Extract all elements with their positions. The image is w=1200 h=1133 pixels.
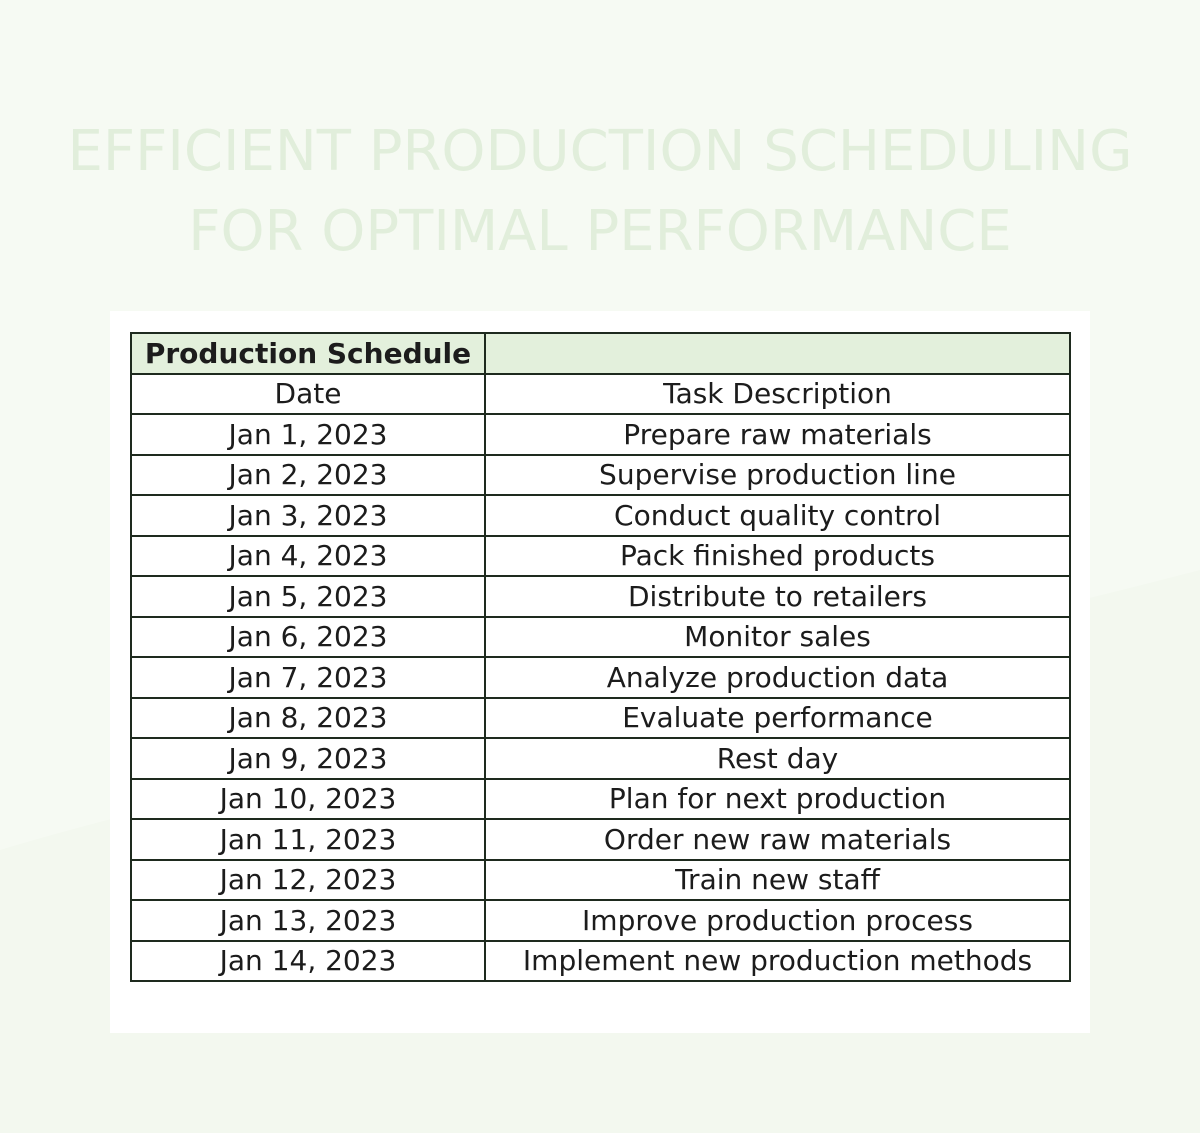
date-cell: Jan 14, 2023 (131, 941, 485, 982)
table-row (131, 617, 1070, 658)
table-row (131, 860, 1070, 901)
table-row (131, 536, 1070, 577)
table-row (131, 657, 1070, 698)
production-schedule-table (130, 332, 1071, 982)
table-header-row (131, 374, 1070, 415)
table-row (131, 819, 1070, 860)
table-row (131, 495, 1070, 536)
task-cell: Prepare raw materials (485, 414, 1070, 455)
task-cell: Plan for next production (485, 779, 1070, 820)
date-cell: Jan 11, 2023 (131, 819, 485, 860)
table-title-cell: Production Schedule (131, 333, 485, 374)
task-cell: Supervise production line (485, 455, 1070, 496)
table-row (131, 698, 1070, 739)
date-cell: Jan 6, 2023 (131, 617, 485, 658)
date-cell: Jan 2, 2023 (131, 455, 485, 496)
task-cell: Order new raw materials (485, 819, 1070, 860)
task-cell: Improve production process (485, 900, 1070, 941)
table-row (131, 900, 1070, 941)
date-cell: Jan 9, 2023 (131, 738, 485, 779)
date-cell: Jan 1, 2023 (131, 414, 485, 455)
table-row (131, 576, 1070, 617)
table-row (131, 738, 1070, 779)
date-cell: Jan 10, 2023 (131, 779, 485, 820)
table-row (131, 455, 1070, 496)
page-title-line-1: EFFICIENT PRODUCTION SCHEDULING (67, 119, 1133, 184)
task-cell: Distribute to retailers (485, 576, 1070, 617)
task-cell: Rest day (485, 738, 1070, 779)
date-cell: Jan 7, 2023 (131, 657, 485, 698)
header-task-description: Task Description (485, 374, 1070, 415)
date-cell: Jan 13, 2023 (131, 900, 485, 941)
table-title-right-cell (485, 333, 1070, 374)
task-cell: Conduct quality control (485, 495, 1070, 536)
date-cell: Jan 4, 2023 (131, 536, 485, 577)
date-cell: Jan 12, 2023 (131, 860, 485, 901)
table-row (131, 941, 1070, 982)
table-title-row (131, 333, 1070, 374)
date-cell: Jan 3, 2023 (131, 495, 485, 536)
task-cell: Evaluate performance (485, 698, 1070, 739)
date-cell: Jan 8, 2023 (131, 698, 485, 739)
task-cell: Analyze production data (485, 657, 1070, 698)
task-cell: Train new staff (485, 860, 1070, 901)
header-date: Date (131, 374, 485, 415)
page-title (0, 112, 1200, 272)
table-row (131, 414, 1070, 455)
table-row (131, 779, 1070, 820)
task-cell: Monitor sales (485, 617, 1070, 658)
task-cell: Pack finished products (485, 536, 1070, 577)
page-title-line-2: FOR OPTIMAL PERFORMANCE (188, 199, 1012, 264)
date-cell: Jan 5, 2023 (131, 576, 485, 617)
task-cell: Implement new production methods (485, 941, 1070, 982)
